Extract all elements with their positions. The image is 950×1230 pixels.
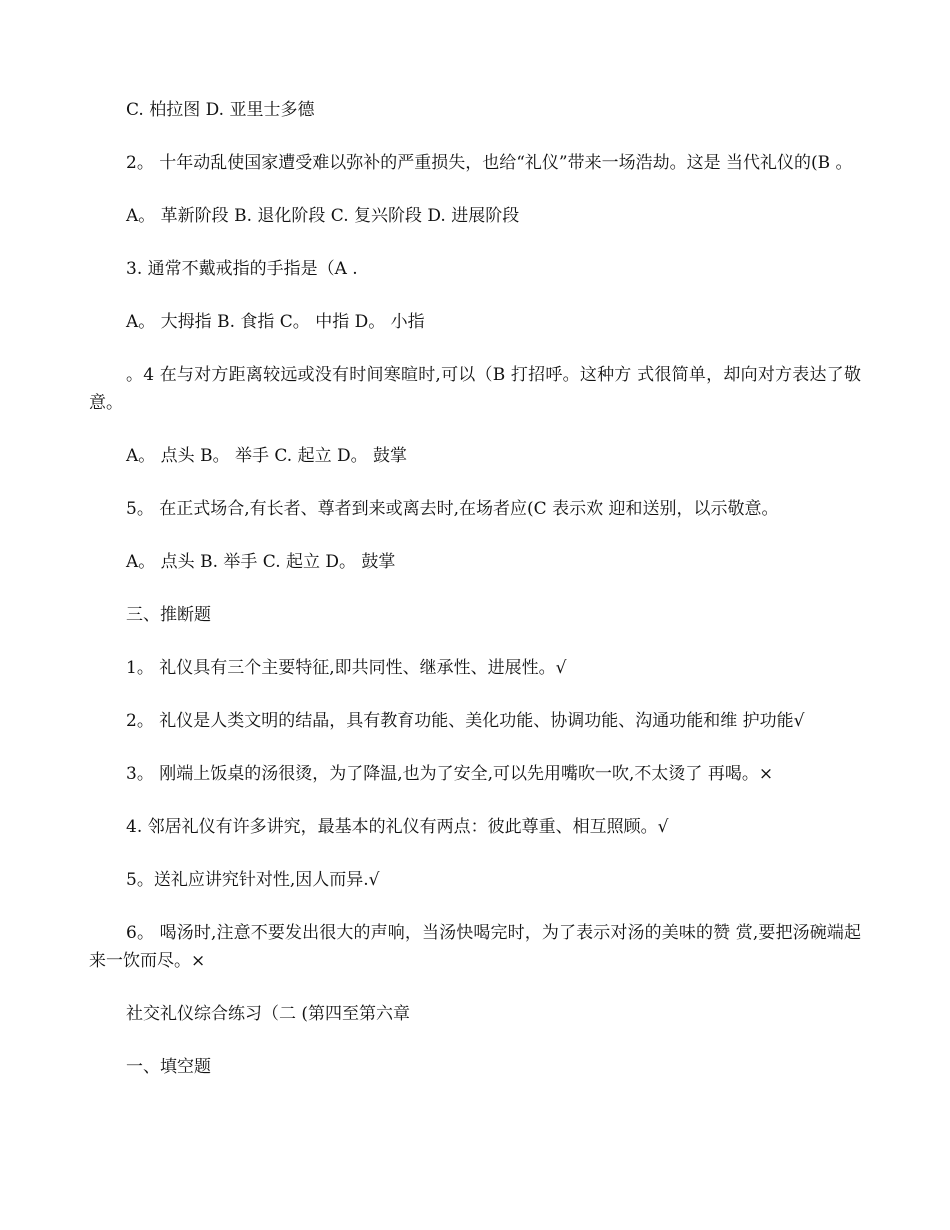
question-4: 。4 在与对方距离较远或没有时间寒暄时,可以（B 打招呼。这种方 式很简单，却向对方表达了敬意。 — [89, 365, 861, 413]
judgement-item: 3。 刚端上饭桌的汤很烫，为了降温,也为了安全,可以先用嘴吹一吹,不太烫了 再喝。× — [126, 764, 774, 784]
option-line: A。 点头 B。 举手 C. 起立 D。 鼓掌 — [126, 446, 408, 466]
section-heading: 三、推断题 — [126, 605, 211, 625]
judgement-item: 6。 喝汤时,注意不要发出很大的声响，当汤快喝完时，为了表示对汤的美味的赞 赏,要把汤碗端起来一饮而尽。× — [89, 923, 861, 971]
section-heading: 一、填空题 — [126, 1057, 211, 1077]
judgement-item: 2。 礼仪是人类文明的结晶，具有教育功能、美化功能、协调功能、沟通功能和维 护功能√ — [126, 711, 805, 731]
exercise-title: 社交礼仪综合练习（二 (第四至第六章 — [126, 1004, 411, 1024]
option-line: C. 柏拉图 D. 亚里士多德 — [126, 100, 315, 120]
question-2: 2。 十年动乱使国家遭受难以弥补的严重损失，也给“礼仪”带来一场浩劫。这是 当代礼仪的(B 。 — [126, 153, 853, 173]
option-line: A。 大拇指 B. 食指 C。 中指 D。 小指 — [126, 312, 425, 332]
question-5: 5。 在正式场合,有长者、尊者到来或离去时,在场者应(C 表示欢 迎和送别，以示敬意。 — [126, 499, 779, 519]
judgement-item: 5。送礼应讲究针对性,因人而异.√ — [126, 870, 380, 890]
option-line: A。 革新阶段 B. 退化阶段 C. 复兴阶段 D. 进展阶段 — [126, 206, 520, 226]
question-3: 3. 通常不戴戒指的手指是（A . — [126, 259, 358, 279]
option-line: A。 点头 B. 举手 C. 起立 D。 鼓掌 — [126, 552, 396, 572]
judgement-item: 4. 邻居礼仪有许多讲究，最基本的礼仪有两点：彼此尊重、相互照顾。√ — [126, 817, 669, 837]
document-page — [89, 96, 861, 1106]
judgement-item: 1。 礼仪具有三个主要特征,即共同性、继承性、进展性。√ — [126, 658, 567, 678]
